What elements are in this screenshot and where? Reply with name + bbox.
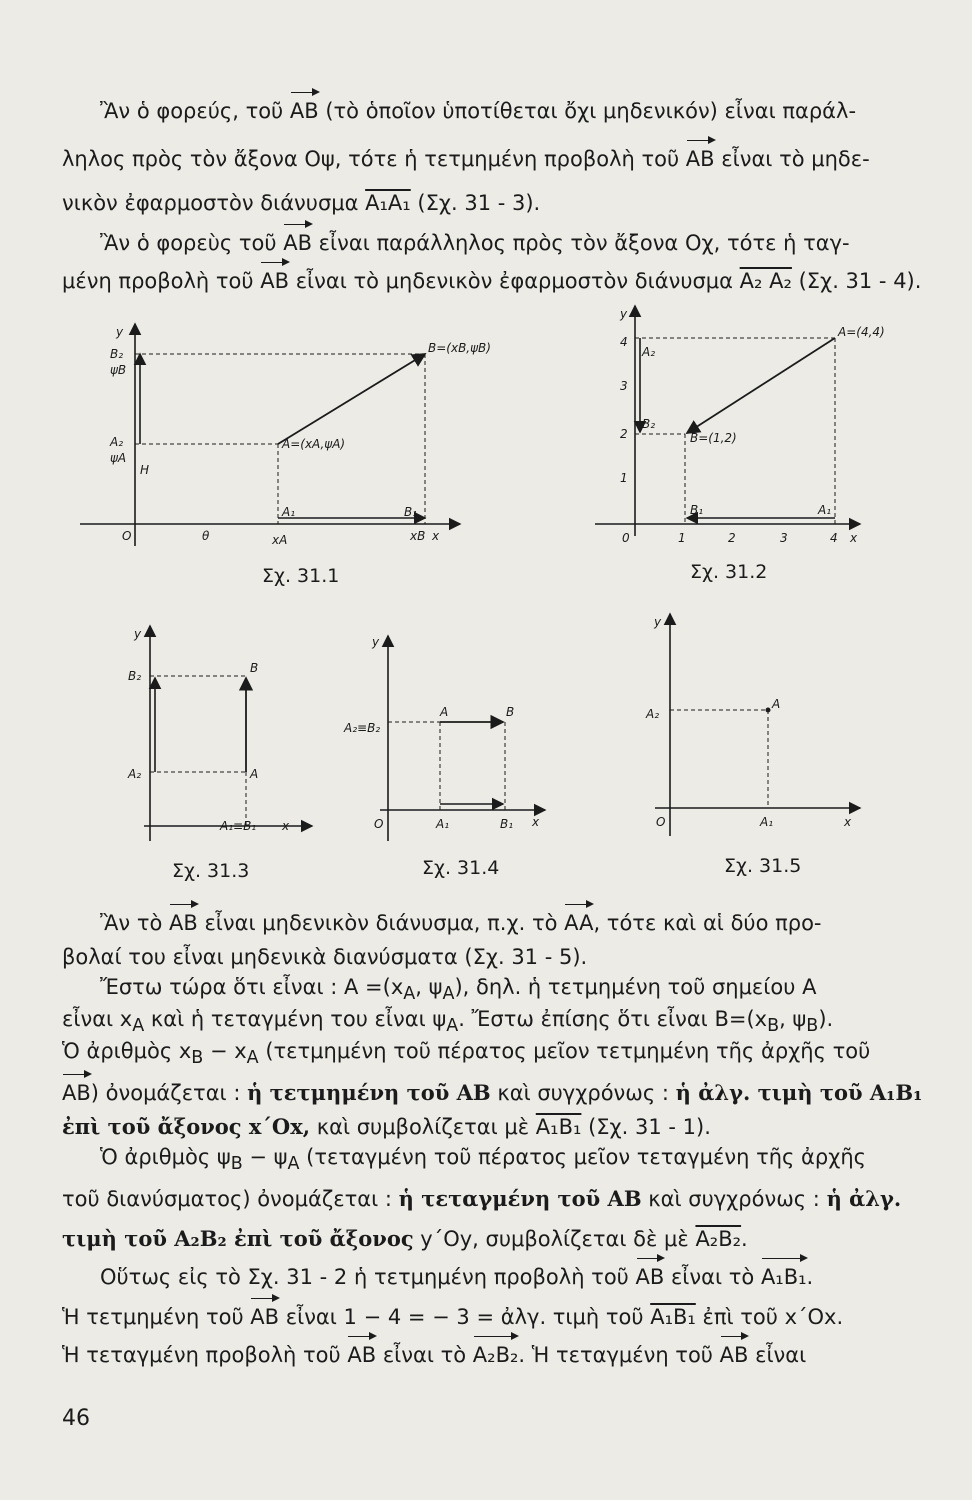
fig5-label: A₂ <box>646 707 660 721</box>
figure-31-5 <box>645 614 860 836</box>
fig4-label: B₁ <box>500 817 514 831</box>
fig2-label: B₁ <box>690 503 704 517</box>
text-line-7: βολαί του εἶναι μηδενικὰ διανύσματα (Σχ. 31 - 5). <box>62 945 588 969</box>
fig2-label: B₂ <box>642 417 656 431</box>
caption-31-2: Σχ. 31.2 <box>690 561 768 583</box>
fig1-label: xA <box>272 533 288 547</box>
fig1-label: θ <box>202 529 210 543</box>
fig1-vector-ab <box>278 354 425 444</box>
fig2-label: 4 <box>830 531 838 545</box>
fig3-label: B <box>250 661 259 675</box>
fig2-label: B=(1,2) <box>690 431 737 445</box>
fig2-label: x <box>850 531 858 545</box>
fig4-label: B <box>506 705 515 719</box>
caption-31-5: Σχ. 31.5 <box>724 855 802 877</box>
fig2-label: A₁ <box>818 503 832 517</box>
text-line-1: Ἂν ὁ φορεύς, τοῦ AB (τὸ ὁποῖον ὑποτίθεται ὄχι μηδενικόν) εἶναι παράλ- <box>100 96 960 126</box>
fig1-label: O <box>122 529 132 543</box>
figure-31-2 <box>595 306 885 545</box>
text-line-5: μένη προβολὴ τοῦ AB εἶναι τὸ μηδενικὸν ἐφαρμοστὸν διάνυσμα A₂ A₂ (Σχ. 31 - 4). <box>62 266 922 296</box>
fig5-label: O <box>656 815 666 829</box>
fig3-label: B₂ <box>128 669 142 683</box>
fig4-label: A₁ <box>436 817 450 831</box>
fig3-label: A₂ <box>128 767 142 781</box>
fig4-label: y <box>372 635 380 649</box>
caption-31-3: Σχ. 31.3 <box>172 860 250 882</box>
fig5-label: A₁ <box>760 815 774 829</box>
text-line-6: Ἂν τὸ AB εἶναι μηδενικὸν διάνυσμα, π.χ. τὸ AA, τότε καὶ αἱ δύο προ- <box>100 908 960 938</box>
fig1-label: ψA <box>110 451 127 465</box>
fig2-label: 1 <box>620 471 628 485</box>
caption-31-4: Σχ. 31.4 <box>422 857 500 879</box>
fig1-label: y <box>116 325 124 339</box>
figure-31-3 <box>127 626 312 841</box>
fig5-label: x <box>844 815 852 829</box>
text-line-16: Οὕτως εἰς τὸ Σχ. 31 - 2 ἡ τετμημένη προβολὴ τοῦ AB εἶναι τὸ A₁B₁. <box>100 1262 960 1292</box>
fig1-label: x <box>432 529 440 543</box>
text-line-2: ληλος πρὸς τὸν ἄξονα Οψ, τότε ἡ τετμημένη προβολὴ τοῦ AB εἶναι τὸ μηδε- <box>62 144 922 174</box>
fig1-label: A=(xA,ψA) <box>282 437 346 451</box>
page-number: 46 <box>62 1406 90 1431</box>
text-line-11: AB) ὀνομάζεται : ἡ τετμημένη τοῦ AB καὶ συγχρόνως : ἡ ἀλγ. τιμὴ τοῦ A₁B₁ <box>62 1078 922 1108</box>
fig4-label: x <box>532 815 540 829</box>
fig4-label: A <box>440 705 449 719</box>
text-line-4: Ἂν ὁ φορεὺς τοῦ AB εἶναι παράλληλος πρὸς τὸν ἄξονα Οχ, τότε ἡ ταγ- <box>100 228 960 258</box>
fig5-label: y <box>654 615 662 629</box>
figure-31-1 <box>80 324 491 547</box>
text-line-9: εἶναι $x_A$ καὶ ἡ τεταγμένη του εἶναι $\psi_A$. Ἔστω ἐπίσης ὅτι εἶναι $B=(x_B$, $\psi_B$). <box>62 1007 834 1037</box>
fig1-label: A₂ <box>110 435 124 449</box>
text-line-15: τιμὴ τοῦ A₂B₂ ἐπὶ τοῦ ἄξονος y΄Oy, συμβολίζεται δὲ μὲ A₂B₂. <box>62 1226 748 1251</box>
fig3-label: A₁≡B₁ <box>220 819 257 833</box>
text-line-3: νικὸν ἐφαρμοστὸν διάνυσμα A₁A₁ (Σχ. 31 - 3). <box>62 191 541 215</box>
fig2-label: 2 <box>620 427 628 441</box>
fig1-label: A₁ <box>282 505 296 519</box>
fig4-label: O <box>374 817 384 831</box>
fig1-label: xB <box>410 529 426 543</box>
text-line-12: ἐπὶ τοῦ ἄξονος x΄Οx, καὶ συμβολίζεται μὲ A₁B₁ (Σχ. 31 - 1). <box>62 1114 711 1139</box>
fig4-label: A₂≡B₂ <box>344 721 381 735</box>
text-line-17: Ἡ τετμημένη τοῦ AB εἶναι 1 − 4 = − 3 = ἀλγ. τιμὴ τοῦ A₁B₁ ἐπὶ τοῦ x΄Ox. <box>62 1302 922 1332</box>
fig1-label: H <box>140 463 150 477</box>
text-line-14: τοῦ διανύσματος) ὀνομάζεται : ἡ τεταγμένη τοῦ AB καὶ συγχρόνως : ἡ ἀλγ. <box>62 1186 902 1211</box>
fig2-label: A₂ <box>642 345 656 359</box>
figure-31-4 <box>343 635 545 841</box>
text-line-8: Ἔστω τώρα ὅτι εἶναι : $A =(x_A$, $\psi_A$), δηλ. ἡ τετμημένη τοῦ σημείου A <box>100 975 817 1005</box>
fig1-label: B=(xB,ψB) <box>428 341 491 355</box>
fig3-label: y <box>134 627 142 641</box>
text-line-18: Ἡ τεταγμένη προβολὴ τοῦ AB εἶναι τὸ A₂B₂. Ἡ τεταγμένη τοῦ AB εἶναι <box>62 1340 922 1370</box>
fig2-label: 2 <box>728 531 736 545</box>
text-line-10: Ὁ ἀριθμὸς $x_B - x_A$ (τετμημένη τοῦ πέρατος μεῖον τετμημένη τῆς ἀρχῆς τοῦ <box>62 1039 871 1069</box>
fig2-label: 3 <box>780 531 788 545</box>
text-line-13: Ὁ ἀριθμὸς $\psi_B - \psi_A$ (τεταγμένη τοῦ πέρατος μεῖον τεταγμένη τῆς ἀρχῆς <box>100 1145 866 1175</box>
fig2-label: 4 <box>620 335 628 349</box>
fig5-label: A <box>772 697 781 711</box>
figures-panel <box>60 296 940 896</box>
fig5-point-a <box>766 708 771 713</box>
fig1-label: B₁ <box>404 505 418 519</box>
fig2-label: A=(4,4) <box>838 325 885 339</box>
caption-31-1: Σχ. 31.1 <box>262 565 340 587</box>
fig2-label: 1 <box>678 531 686 545</box>
fig3-label: A <box>250 767 259 781</box>
fig2-label: 3 <box>620 379 628 393</box>
fig3-label: x <box>282 819 290 833</box>
fig2-label: y <box>620 307 628 321</box>
fig1-label: B₂ <box>110 347 124 361</box>
fig2-label: 0 <box>622 531 630 545</box>
fig2-vector-ab <box>687 338 835 433</box>
fig1-label: ψB <box>110 363 127 377</box>
